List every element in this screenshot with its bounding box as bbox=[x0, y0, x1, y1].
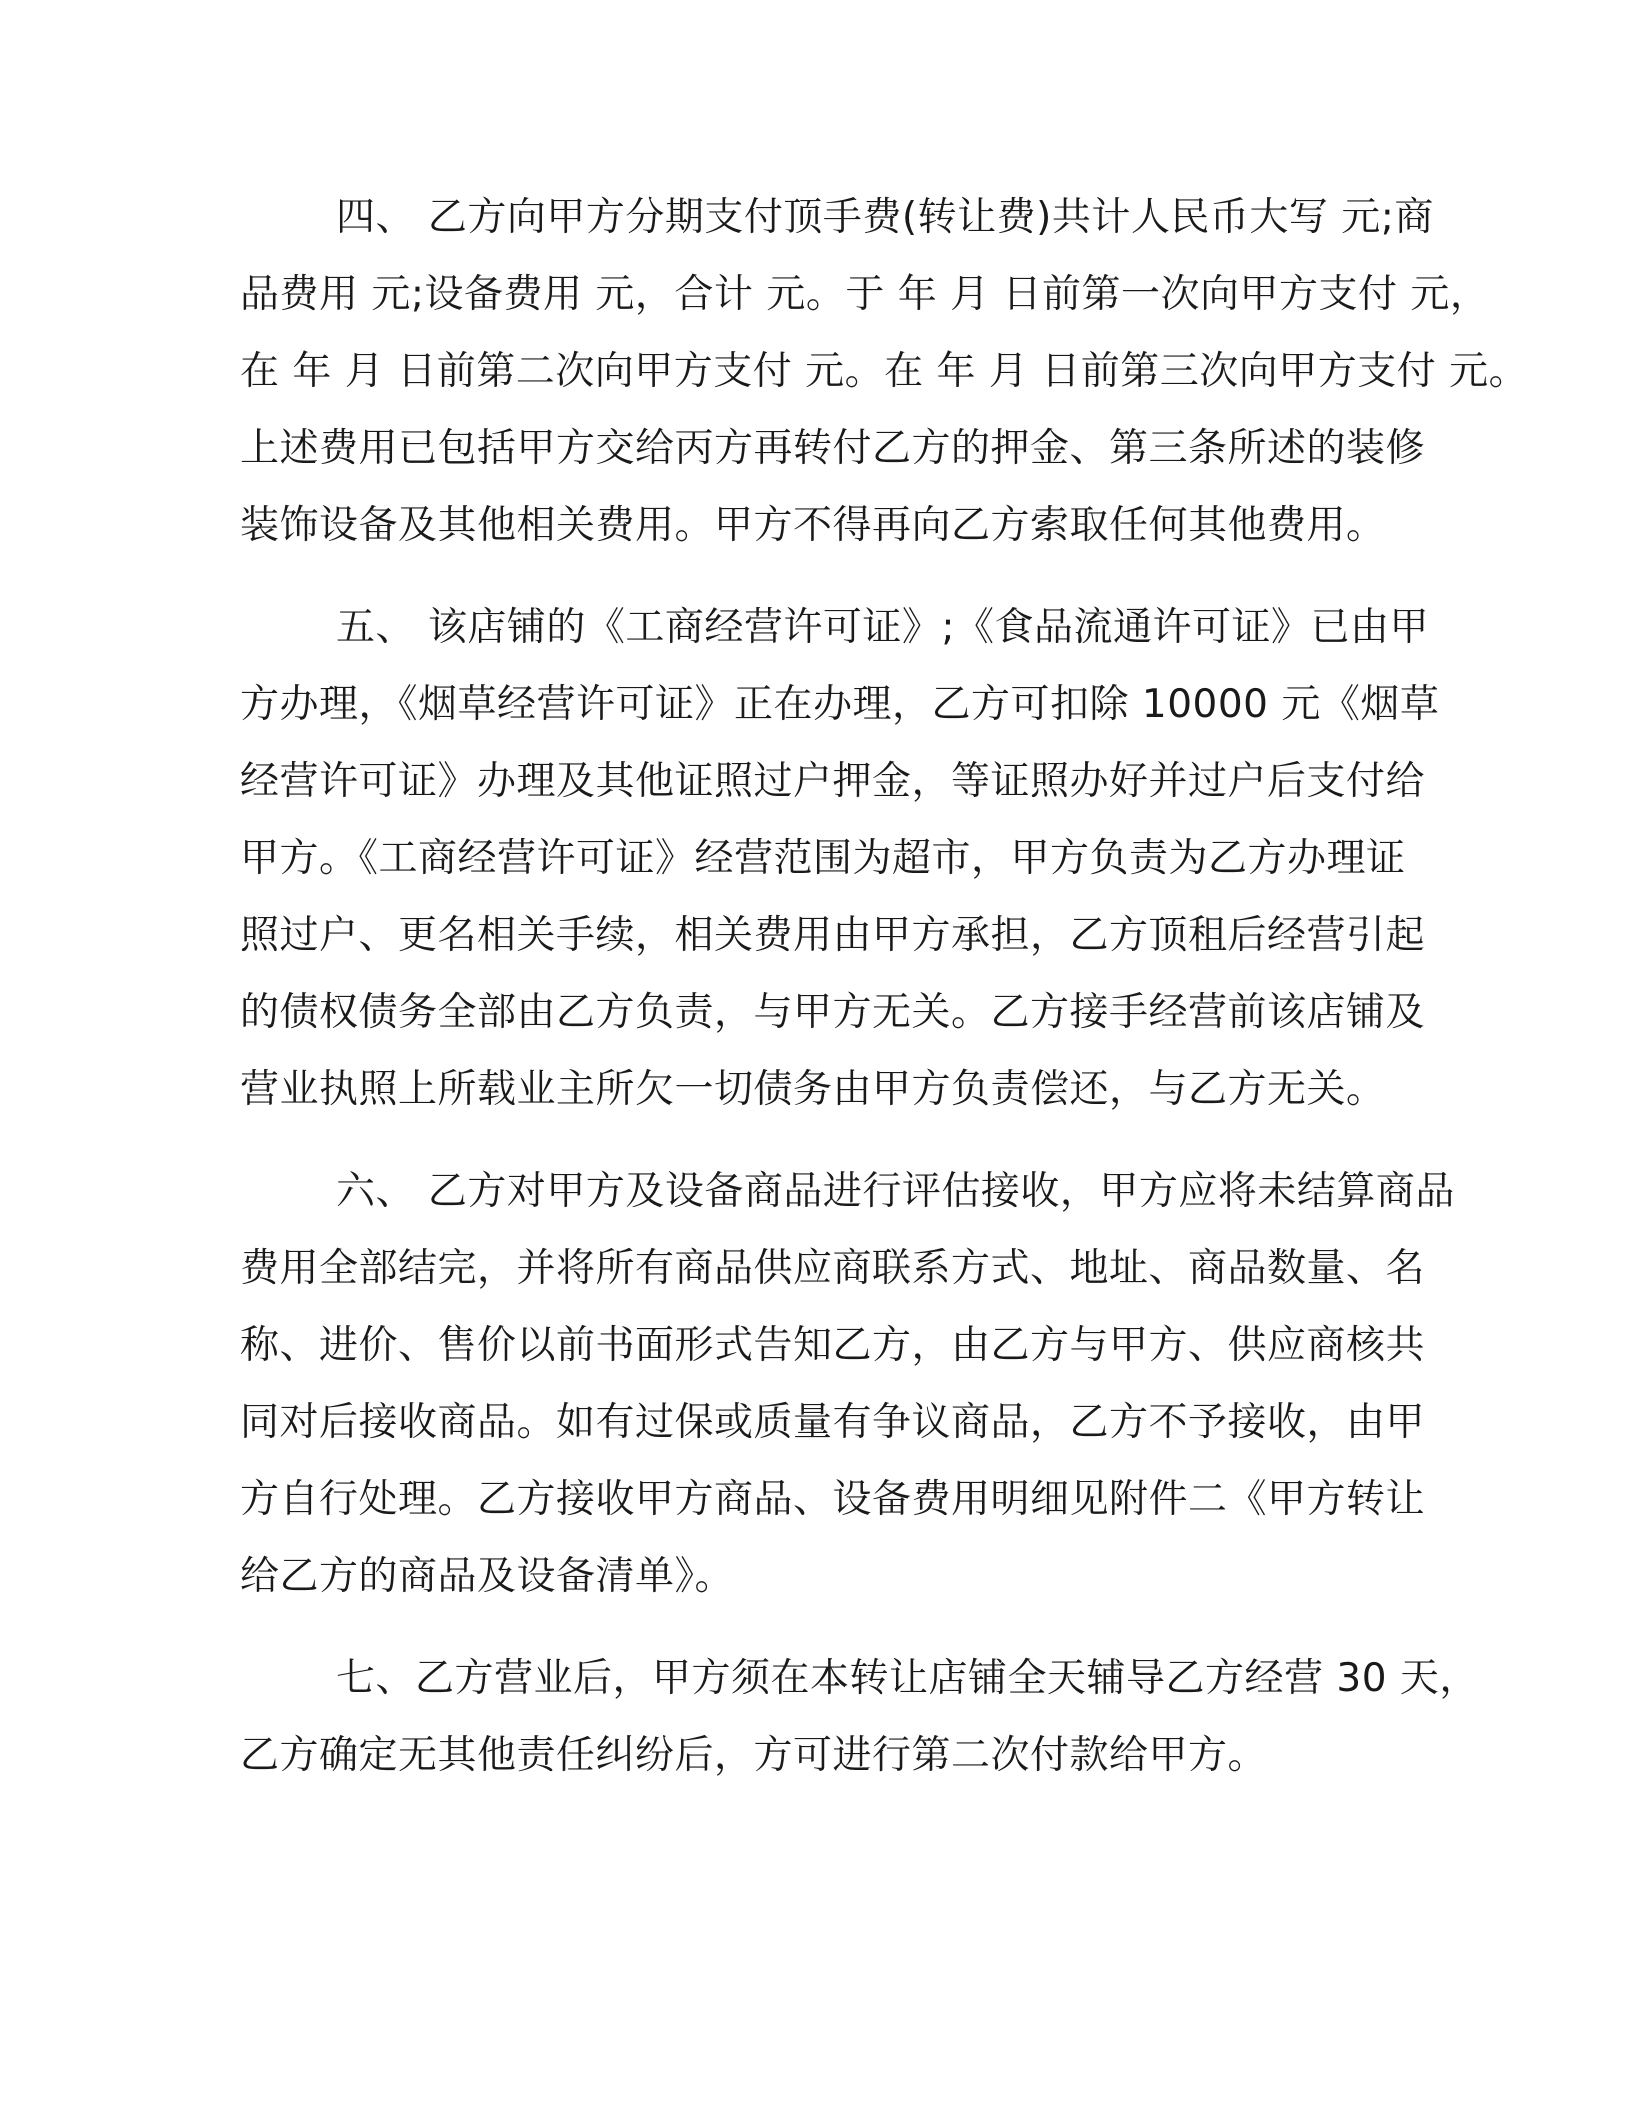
paragraph-4-line-5: 装饰设备及其他相关费用。甲方不得再向乙方索取任何其他费用。 bbox=[240, 503, 1386, 548]
paragraph-5-line-1: 五、 该店铺的《工商经营许可证》;《食品流通许可证》已由甲 bbox=[336, 605, 1430, 650]
paragraph-4-line-3: 在 年 月 日前第二次向甲方支付 元。在 年 月 日前第三次向甲方支付 元。 bbox=[240, 349, 1529, 394]
paragraph-4-line-1: 四、 乙方向甲方分期支付顶手费(转让费)共计人民币大写 元;商 bbox=[336, 195, 1434, 240]
paragraph-5-line-7: 营业执照上所载业主所欠一切债务由甲方负责偿还，与乙方无关。 bbox=[240, 1067, 1386, 1112]
paragraph-6-line-5: 方自行处理。乙方接收甲方商品、设备费用明细见附件二《甲方转让 bbox=[240, 1477, 1426, 1522]
paragraph-5-line-5: 照过户、更名相关手续，相关费用由甲方承担，乙方顶租后经营引起 bbox=[240, 913, 1426, 958]
paragraph-6-line-3: 称、进价、售价以前书面形式告知乙方，由乙方与甲方、供应商核共 bbox=[240, 1323, 1426, 1368]
paragraph-7-line-1: 七、乙方营业后，甲方须在本转让店铺全天辅导乙方经营 30 天， bbox=[336, 1656, 1479, 1701]
paragraph-5-line-6: 的债权债务全部由乙方负责，与甲方无关。乙方接手经营前该店铺及 bbox=[240, 990, 1426, 1035]
paragraph-6-line-1: 六、 乙方对甲方及设备商品进行评估接收，甲方应将未结算商品 bbox=[336, 1169, 1455, 1214]
paragraph-5-line-4: 甲方。《工商经营许可证》经营范围为超市，甲方负责为乙方办理证 bbox=[240, 836, 1406, 881]
paragraph-6-line-4: 同对后接收商品。如有过保或质量有争议商品，乙方不予接收，由甲 bbox=[240, 1400, 1426, 1445]
paragraph-5-line-2: 方办理，《烟草经营许可证》正在办理，乙方可扣除 10000 元《烟草 bbox=[240, 682, 1440, 727]
paragraph-4-line-2: 品费用 元;设备费用 元，合计 元。于 年 月 日前第一次向甲方支付 元， bbox=[240, 272, 1490, 317]
paragraph-6-line-6: 给乙方的商品及设备清单》。 bbox=[240, 1554, 735, 1599]
paragraph-5-line-3: 经营许可证》办理及其他证照过户押金，等证照办好并过户后支付给 bbox=[240, 759, 1426, 804]
paragraph-4-line-4: 上述费用已包括甲方交给丙方再转付乙方的押金、第三条所述的装修 bbox=[240, 426, 1426, 471]
paragraph-6-line-2: 费用全部结完，并将所有商品供应商联系方式、地址、商品数量、名 bbox=[240, 1246, 1426, 1291]
paragraph-7-line-2: 乙方确定无其他责任纠纷后，方可进行第二次付款给甲方。 bbox=[240, 1733, 1268, 1778]
